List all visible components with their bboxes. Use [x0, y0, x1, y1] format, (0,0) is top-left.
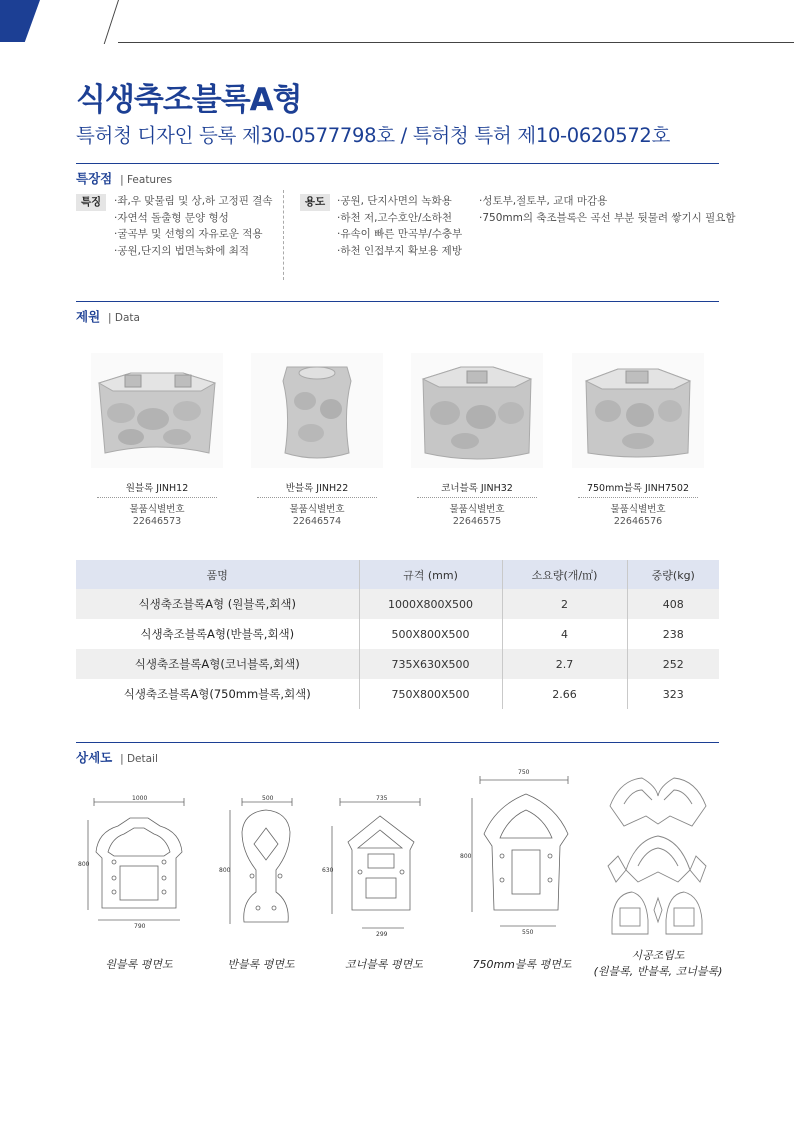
- usage-item: ·성토부,절토부, 교대 마감용: [479, 195, 608, 207]
- block-750-plan-drawing: [460, 762, 580, 940]
- product-id-label: 물품식별번호: [610, 504, 666, 515]
- col-header-size: 규격 (mm): [359, 560, 502, 589]
- header-rule: [118, 42, 794, 43]
- caption-assembly: [588, 947, 728, 979]
- product-card-750-block: [563, 353, 713, 527]
- dim-height-label: 800: [460, 853, 472, 860]
- col-header-weight: 중량(kg): [627, 560, 719, 589]
- cell-quantity: 2: [502, 589, 627, 619]
- features-section-rule: [76, 163, 719, 164]
- dim-height-label: 800: [219, 867, 231, 874]
- full-block-image: [91, 353, 223, 468]
- cell-name: 식생축조블록A형(반블록,회색): [140, 627, 295, 641]
- usage-item: ·하천 인접부지 확보용 제방: [337, 244, 462, 257]
- product-card-full-block: [82, 353, 232, 527]
- dim-base-label: 790: [134, 923, 146, 930]
- dim-width-label: 750: [518, 769, 530, 776]
- usage-item: ·유속이 빠른 만곡부/수충부: [337, 228, 463, 240]
- cell-size: 750X800X500: [359, 679, 502, 709]
- feature-item: ·공원,단지의 법면녹화에 최적: [114, 244, 250, 257]
- spec-table: [76, 560, 719, 709]
- caption-full-block-plan: 원블록 평면도: [105, 958, 173, 971]
- product-id-label: 물품식별번호: [449, 504, 505, 515]
- page-subtitle: 특허청 디자인 등록 제30-0577798호 / 특허청 특허 제10-0620572호: [76, 124, 671, 147]
- dim-base-label: 299: [376, 931, 388, 937]
- usage-list-1: [337, 193, 462, 259]
- data-heading-ko: 제원: [76, 309, 101, 324]
- caption-assembly-sub: (원블록, 반블록, 코너블록): [593, 965, 723, 978]
- cell-size: 500X800X500: [359, 619, 502, 649]
- usage-item: ·공원, 단지사면의 녹화용: [337, 195, 452, 207]
- feature-tag: 특징: [76, 194, 106, 211]
- cell-weight: 408: [627, 589, 719, 619]
- product-id-label: 물품식별번호: [289, 504, 345, 515]
- product-name: 750mm블록 JINH7502: [578, 480, 698, 498]
- cell-quantity: 2.66: [502, 679, 627, 709]
- cell-weight: 323: [627, 679, 719, 709]
- corner-block-image: [411, 353, 543, 468]
- header-accent-tab: [0, 0, 40, 42]
- features-section-heading: [76, 169, 172, 187]
- full-block-plan-drawing: [78, 792, 198, 932]
- cell-size: 735X630X500: [359, 649, 502, 679]
- dim-width-label: 735: [376, 795, 388, 802]
- cell-name: 식생축조블록A형 (원블록,회색): [76, 589, 359, 619]
- product-name: 코너블록 JINH32: [417, 480, 537, 498]
- assembly-drawing: [596, 770, 718, 942]
- features-heading-en: | Features: [120, 174, 173, 186]
- cell-name: 식생축조블록A형(750mm블록,회색): [123, 687, 311, 701]
- product-id-number: 22646575: [452, 516, 502, 527]
- cell-quantity: 4: [502, 619, 627, 649]
- table-row: [76, 649, 719, 679]
- product-card-corner-block: [402, 353, 552, 527]
- feature-item: ·좌,우 맞물림 및 상,하 고정핀 결속: [114, 195, 273, 207]
- usage-tag: 용도: [300, 194, 330, 211]
- spec-table-header: [76, 560, 719, 589]
- half-block-plan-drawing: [218, 792, 308, 932]
- cell-quantity: 2.7: [502, 649, 627, 679]
- dim-width-label: 500: [262, 795, 274, 802]
- col-header-name: 품명: [76, 560, 359, 589]
- dim-height-label: 630: [322, 867, 334, 874]
- detail-section-heading: [76, 748, 158, 766]
- product-id-number: 22646574: [292, 516, 342, 527]
- usage-item: ·750mm의 축조블록은 곡선 부분 뒷물려 쌓기시 필요함: [479, 211, 736, 224]
- data-section-rule: [76, 301, 719, 302]
- caption-assembly-title: 시공조립도: [631, 949, 685, 962]
- cell-size: 1000X800X500: [359, 589, 502, 619]
- feature-item: ·자연석 돌출형 문양 형성: [114, 211, 229, 224]
- feature-item: ·굴곡부 및 선형의 자유로운 적용: [114, 228, 263, 240]
- caption-750-block-plan: 750mm블록 평면도: [472, 958, 572, 971]
- usage-list-2: [479, 193, 736, 226]
- table-row: [76, 589, 719, 619]
- detail-heading-en: | Detail: [120, 753, 158, 765]
- product-id-number: 22646573: [132, 516, 182, 527]
- table-row: [76, 619, 719, 649]
- usage-item: ·하천 저,고수호안/소하천: [337, 211, 452, 224]
- half-block-image: [251, 353, 383, 468]
- dim-base-label: 550: [522, 929, 534, 936]
- block-750-image: [572, 353, 704, 468]
- cell-weight: 252: [627, 649, 719, 679]
- corner-block-plan-drawing: [322, 792, 432, 937]
- dim-width-label: 1000: [132, 795, 148, 802]
- caption-corner-block-plan: 코너블록 평면도: [345, 958, 423, 971]
- product-name: 반블록 JINH22: [257, 480, 377, 498]
- data-section-heading: [76, 307, 140, 325]
- detail-section-rule: [76, 742, 719, 743]
- header-divider-slash: [104, 0, 119, 44]
- detail-heading-ko: 상세도: [76, 750, 113, 765]
- feature-list: [114, 193, 273, 259]
- dim-height-label: 800: [78, 861, 90, 868]
- col-header-quantity: 소요량(개/㎡): [502, 560, 627, 589]
- product-id-label: 물품식별번호: [129, 504, 185, 515]
- features-divider: [283, 190, 284, 280]
- page-title: 식생축조블록A형: [76, 82, 302, 118]
- caption-half-block-plan: 반블록 평면도: [227, 958, 295, 971]
- cell-weight: 238: [627, 619, 719, 649]
- product-card-half-block: [242, 353, 392, 527]
- cell-name: 식생축조블록A형(코너블록,회색): [76, 649, 359, 679]
- product-id-number: 22646576: [613, 516, 663, 527]
- data-heading-en: | Data: [107, 312, 140, 324]
- features-heading-ko: 특장점: [76, 171, 113, 186]
- product-name: 원블록 JINH12: [97, 480, 217, 498]
- table-row: [76, 679, 719, 709]
